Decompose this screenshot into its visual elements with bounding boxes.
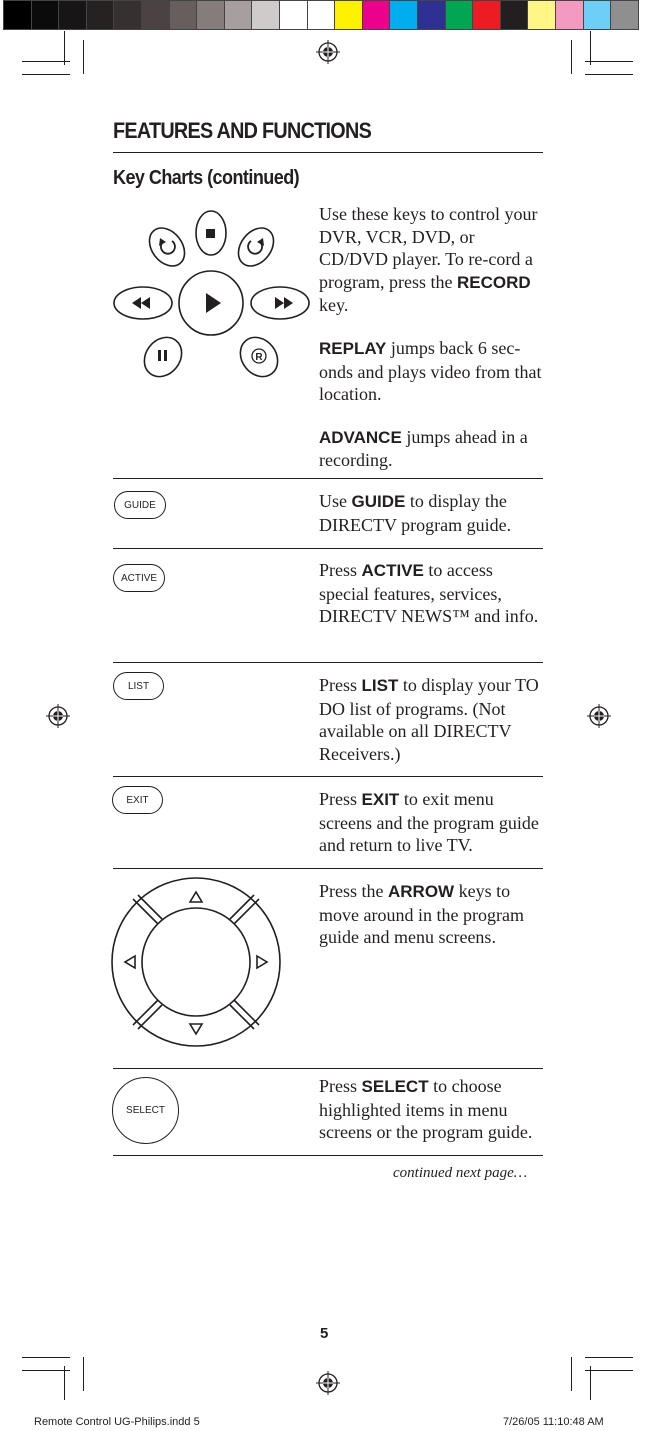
active-description: Press ACTIVE to access special features, services, DIRECTV NEWS™ and info. [319,560,539,627]
pause-icon [158,350,161,361]
divider [113,478,543,479]
transport-description: Use these keys to control your DVR, VCR, DVD, or CD/DVD player. To re-cord a program, press the RECORD key. REPLAY jumps back 6 sec-onds and plays video from that location. ADVANCE jumps ahead in a recording. [319,204,542,471]
color-swatch [224,0,253,30]
divider [113,548,543,549]
section-title: Key Charts (continued) [113,167,300,189]
color-swatch [307,0,336,30]
page-number: 5 [320,1325,329,1342]
divider [113,1155,543,1156]
transport-keys-diagram [110,205,315,380]
color-swatch [279,0,308,30]
exit-button: EXIT [112,786,163,814]
slug-filename: Remote Control UG-Philips.indd 5 [34,1416,200,1428]
color-swatch [445,0,474,30]
slug-timestamp: 7/26/05 11:10:48 AM [503,1416,604,1428]
color-swatch [527,0,556,30]
color-swatch [141,0,170,30]
crop-mark [590,1366,591,1400]
list-description: Press LIST to display your TO DO list of programs. (Not available on all DIRECTV Receivers.) [319,675,539,764]
divider [113,662,543,663]
divider [113,776,543,777]
crop-mark [64,1366,65,1400]
rewind-icon [132,297,141,309]
crop-mark [585,61,633,62]
registration-mark-icon [587,704,611,728]
advance-button [231,221,280,273]
crop-mark [83,1357,84,1391]
arrow-description: Press the ARROW keys to move around in the program guide and menu screens. [319,881,524,948]
guide-button: GUIDE [114,491,166,519]
guide-description: Use GUIDE to display the DIRECTV program guide. [319,491,512,535]
color-swatch [58,0,87,30]
color-swatch [417,0,446,30]
select-button: SELECT [112,1077,179,1144]
divider [113,868,543,869]
arrow-left-icon [125,956,135,968]
arrow-keys-diagram [110,876,282,1048]
crop-mark [571,1357,572,1391]
color-swatch [196,0,225,30]
color-swatch [113,0,142,30]
crop-mark [571,40,572,74]
crop-mark [22,1370,70,1371]
color-swatch [500,0,529,30]
color-swatch [251,0,280,30]
divider [113,152,543,153]
continued-note: continued next page… [393,1165,528,1181]
color-swatch [389,0,418,30]
fast-forward-icon [275,297,284,309]
crop-mark [22,61,70,62]
color-swatch [362,0,391,30]
active-button: ACTIVE [113,564,165,592]
divider [113,1068,543,1069]
select-description: Press SELECT to choose highlighted items in menu screens or the program guide. [319,1076,533,1143]
registration-mark-icon [316,1371,340,1395]
record-symbol-label: R [255,352,263,363]
exit-description: Press EXIT to exit menu screens and the program guide and return to live TV. [319,789,539,856]
crop-mark [585,1357,633,1358]
replay-button [142,221,191,273]
color-swatch [555,0,584,30]
color-swatch [31,0,60,30]
crop-mark [585,1370,633,1371]
crop-mark [585,74,633,75]
arrow-down-icon [190,1024,202,1034]
color-swatch [583,0,612,30]
color-swatch [3,0,32,30]
crop-mark [22,74,70,75]
color-swatch [169,0,198,30]
stop-icon [206,229,215,238]
crop-mark [83,40,84,74]
pause-button [137,330,190,380]
page-title: FEATURES AND FUNCTIONS [113,118,372,143]
color-swatch [86,0,115,30]
crop-mark [64,31,65,65]
registration-mark-icon [316,40,340,64]
registration-mark-icon [46,704,70,728]
play-icon [206,293,221,313]
arrow-up-icon [190,892,202,902]
crop-mark [22,1357,70,1358]
list-button: LIST [113,672,164,700]
crop-mark [590,31,591,65]
color-swatch [472,0,501,30]
color-swatch [610,0,639,30]
color-swatch [334,0,363,30]
arrow-right-icon [257,956,267,968]
